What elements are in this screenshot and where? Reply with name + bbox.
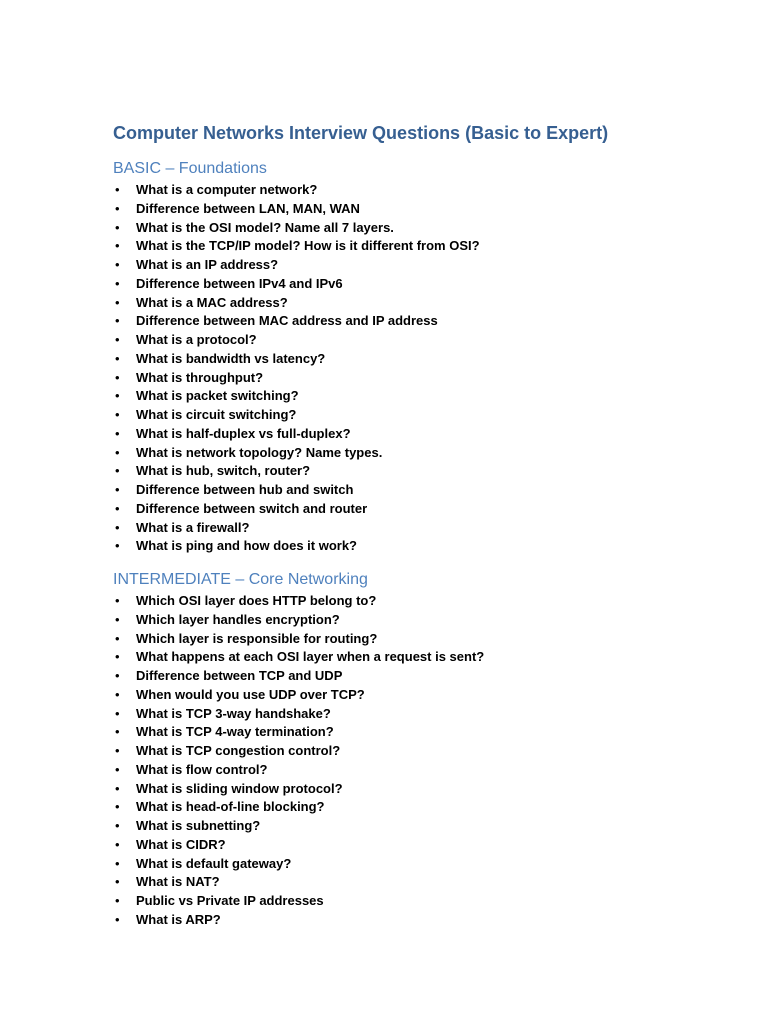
- bullet-icon: •: [115, 538, 120, 554]
- bullet-icon: •: [115, 780, 120, 796]
- question-text: Difference between LAN, MAN, WAN: [136, 200, 360, 216]
- bullet-icon: •: [115, 407, 120, 422]
- bullet-icon: •: [115, 444, 120, 460]
- question-text: What is a MAC address?: [136, 294, 288, 310]
- section-heading-basic: BASIC – Foundations: [113, 160, 267, 177]
- bullet-icon: •: [115, 313, 120, 329]
- question-text: What is hub, switch, router?: [136, 463, 311, 479]
- question-text: What is a firewall?: [136, 519, 250, 535]
- bullet-icon: •: [115, 705, 120, 721]
- bullet-icon: •: [115, 593, 120, 608]
- bullet-icon: •: [115, 332, 120, 347]
- document-title: Computer Networks Interview Questions (Basic to Expert): [113, 123, 609, 143]
- question-text: What is network topology? Name types.: [136, 444, 383, 460]
- bullet-icon: •: [115, 294, 120, 310]
- bullet-icon: •: [115, 219, 120, 235]
- bullet-icon: •: [115, 874, 120, 890]
- bullet-icon: •: [115, 668, 120, 683]
- question-text: What is NAT?: [136, 874, 220, 890]
- question-text: What is CIDR?: [136, 836, 226, 852]
- question-text: Which layer handles encryption?: [136, 611, 340, 627]
- bullet-icon: •: [115, 182, 120, 197]
- bullet-icon: •: [115, 686, 120, 702]
- bullet-icon: •: [115, 482, 120, 497]
- question-text: What is TCP 4-way termination?: [136, 724, 334, 740]
- bullet-icon: •: [115, 836, 120, 852]
- section-heading-intermediate: INTERMEDIATE – Core Networking: [113, 571, 368, 588]
- bullet-icon: •: [115, 724, 120, 740]
- bullet-icon: •: [115, 500, 120, 516]
- question-text: What is sliding window protocol?: [136, 780, 343, 796]
- bullet-icon: •: [115, 743, 120, 758]
- bullet-icon: •: [115, 519, 120, 535]
- bullet-icon: •: [115, 463, 120, 479]
- bullet-icon: •: [115, 649, 120, 665]
- bullet-icon: •: [115, 893, 120, 908]
- question-text: What is default gateway?: [136, 855, 292, 871]
- question-text: What is an IP address?: [136, 257, 279, 272]
- question-text: Which OSI layer does HTTP belong to?: [136, 593, 377, 608]
- bullet-icon: •: [115, 388, 120, 404]
- bullet-icon: •: [115, 369, 120, 385]
- question-text: What is ARP?: [136, 911, 221, 927]
- question-text: What is a computer network?: [136, 182, 318, 197]
- bullet-icon: •: [115, 818, 120, 833]
- bullet-icon: •: [115, 799, 120, 815]
- question-text: What is ping and how does it work?: [136, 538, 357, 554]
- question-text: What is head-of-line blocking?: [136, 799, 325, 815]
- question-text: Difference between MAC address and IP address: [136, 313, 438, 329]
- question-text: When would you use UDP over TCP?: [136, 686, 365, 702]
- question-text: Difference between IPv4 and IPv6: [136, 275, 343, 291]
- question-text: What is circuit switching?: [136, 407, 297, 422]
- bullet-icon: •: [115, 611, 120, 627]
- question-text: What is a protocol?: [136, 332, 257, 347]
- bullet-icon: •: [115, 200, 120, 216]
- question-text: Difference between hub and switch: [136, 482, 354, 497]
- question-text: What happens at each OSI layer when a request is sent?: [136, 649, 485, 665]
- question-text: Difference between switch and router: [136, 500, 368, 516]
- bullet-icon: •: [115, 630, 120, 646]
- bullet-icon: •: [115, 275, 120, 291]
- question-text: What is the OSI model? Name all 7 layers.: [136, 219, 394, 235]
- question-text: What is TCP 3-way handshake?: [136, 705, 331, 721]
- bullet-icon: •: [115, 855, 120, 871]
- question-text: What is flow control?: [136, 761, 268, 777]
- question-text: What is bandwidth vs latency?: [136, 350, 326, 366]
- question-text: What is TCP congestion control?: [136, 743, 341, 758]
- question-text: What is subnetting?: [136, 818, 261, 833]
- bullet-icon: •: [115, 238, 120, 254]
- question-text: What is throughput?: [136, 369, 264, 385]
- bullet-icon: •: [115, 425, 120, 441]
- bullet-icon: •: [115, 761, 120, 777]
- bullet-icon: •: [115, 911, 120, 927]
- question-text: Difference between TCP and UDP: [136, 668, 343, 683]
- bullet-icon: •: [115, 257, 120, 272]
- question-text: Public vs Private IP addresses: [136, 893, 324, 908]
- question-text: What is packet switching?: [136, 388, 299, 404]
- question-text: What is the TCP/IP model? How is it different from OSI?: [136, 238, 480, 254]
- bullet-icon: •: [115, 350, 120, 366]
- question-text: What is half-duplex vs full-duplex?: [136, 425, 351, 441]
- question-text: Which layer is responsible for routing?: [136, 630, 378, 646]
